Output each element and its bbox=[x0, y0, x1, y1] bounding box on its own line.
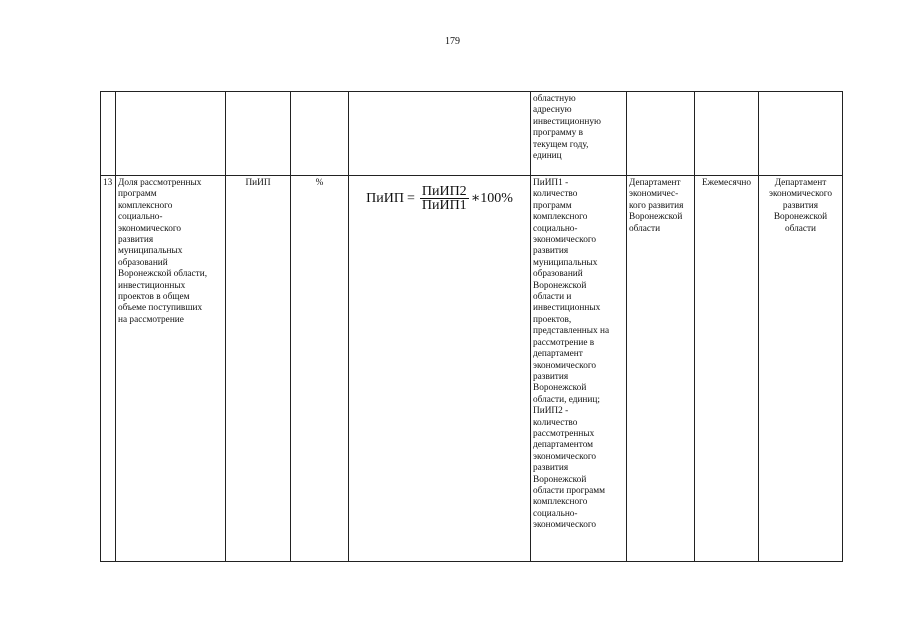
cell-formula-empty bbox=[349, 92, 531, 176]
cell-number-empty bbox=[101, 92, 116, 176]
cell-symbol-empty bbox=[226, 92, 291, 176]
indicator-department: Департамент экономичес- кого развития Воронежской области bbox=[627, 176, 695, 562]
indicator-formula-cell bbox=[349, 176, 531, 562]
page-number: 179 bbox=[445, 36, 460, 47]
indicator-description: ПиИП1 - количество программ комплексного социально- экономического развития муниципальных образований Воронежской области и инвестиционных проектов, представленных на рассмотрение в департамент экономического развития Воронежской области, единиц; ПиИП2 - количество рассмотренных департаментом экономического развития Воронежской области программ комплексного социально- экономического bbox=[531, 176, 627, 562]
continuation-row bbox=[101, 92, 843, 176]
cell-frequency-empty bbox=[695, 92, 759, 176]
indicator-symbol: ПиИП bbox=[226, 176, 291, 562]
formula-numerator: ПиИП2 bbox=[421, 184, 467, 199]
indicator-formula bbox=[351, 186, 528, 212]
row-number: 13 bbox=[101, 176, 116, 562]
cell-description-continuation: областную адресную инвестиционную программу в текущем году, единиц bbox=[531, 92, 627, 176]
indicator-responsible: Департамент экономического развития Воронежской области bbox=[759, 176, 843, 562]
indicator-row bbox=[101, 176, 843, 562]
indicator-frequency: Ежемесячно bbox=[695, 176, 759, 562]
indicator-unit: % bbox=[291, 176, 349, 562]
cell-unit-empty bbox=[291, 92, 349, 176]
formula-equals: = bbox=[406, 191, 415, 207]
formula-tail: ∗100% bbox=[470, 191, 513, 207]
cell-responsible-empty bbox=[759, 92, 843, 176]
cell-name-empty bbox=[116, 92, 226, 176]
formula-denominator: ПиИП1 bbox=[421, 198, 467, 214]
formula-lhs: ПиИП bbox=[366, 191, 404, 207]
indicator-name: Доля рассмотренных программ комплексного социально- экономического развития муниципальных образований Воронежской области, инвестиционных проектов в общем объеме поступивших на рассмотрение bbox=[116, 176, 226, 562]
formula-fraction bbox=[420, 186, 469, 212]
indicator-table bbox=[100, 91, 843, 562]
cell-department-empty bbox=[627, 92, 695, 176]
